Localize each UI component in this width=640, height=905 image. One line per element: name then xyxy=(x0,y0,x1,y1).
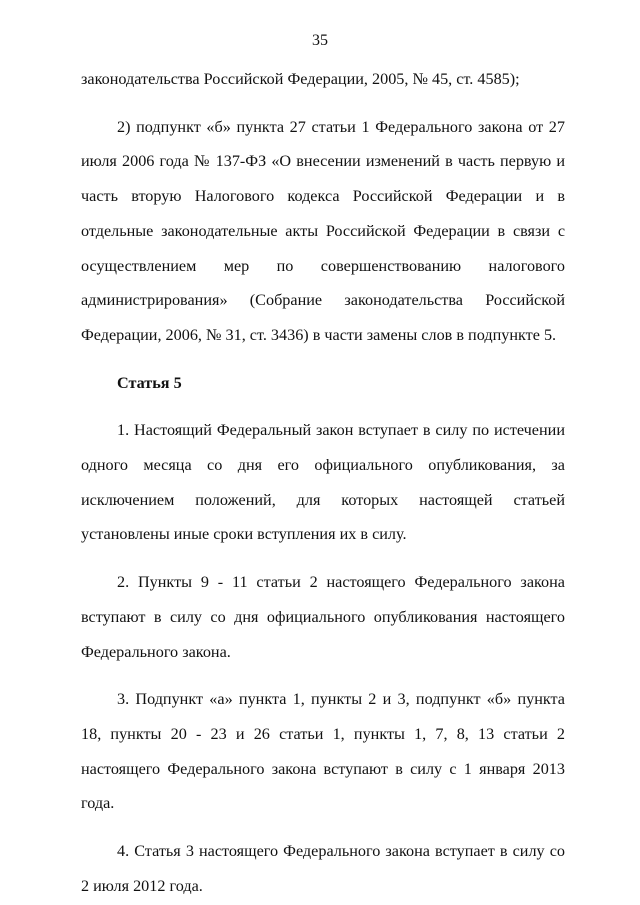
document-body xyxy=(81,62,565,903)
paragraph-clause-3: 3. Подпункт «а» пункта 1, пункты 2 и 3, подпункт «б» пункта 18, пункты 20 - 23 и 26 статьи 1, пункты 1, 7, 8, 13 статьи 2 настоящего Федерального закона вступают в силу с 1 января 2013 года. xyxy=(81,690,565,813)
page-number: 35 xyxy=(312,32,328,49)
paragraph-item-2: 2) подпункт «б» пункта 27 статьи 1 Федерального закона от 27 июля 2006 года № 137-ФЗ «О внесении изменений в часть первую и часть вторую Налогового кодекса Российской Федерации и в отдельные законодательные акты Российской Федерации в связи с осуществлением мер по совершенствованию налогового администрирования» (Собрание законодательства Российской Федерации, 2006, № 31, ст. 3436) в части замены слов в подпункте 5. xyxy=(81,117,565,344)
paragraph-clause-2: 2. Пункты 9 - 11 статьи 2 настоящего Федерального закона вступают в силу со дня официального опубликования настоящего Федерального закона. xyxy=(81,573,565,661)
article-heading: Статья 5 xyxy=(117,373,182,392)
paragraph-clause-4: 4. Статья 3 настоящего Федерального закона вступает в силу со 2 июля 2012 года. xyxy=(81,842,565,895)
paragraph-citation-end: законодательства Российской Федерации, 2005, № 45, ст. 4585); xyxy=(81,70,520,88)
paragraph-clause-1: 1. Настоящий Федеральный закон вступает в силу по истечении одного месяца со дня его официального опубликования, за исключением положений, для которых настоящей статьей установлены иные сроки вступления их в силу. xyxy=(81,421,565,544)
